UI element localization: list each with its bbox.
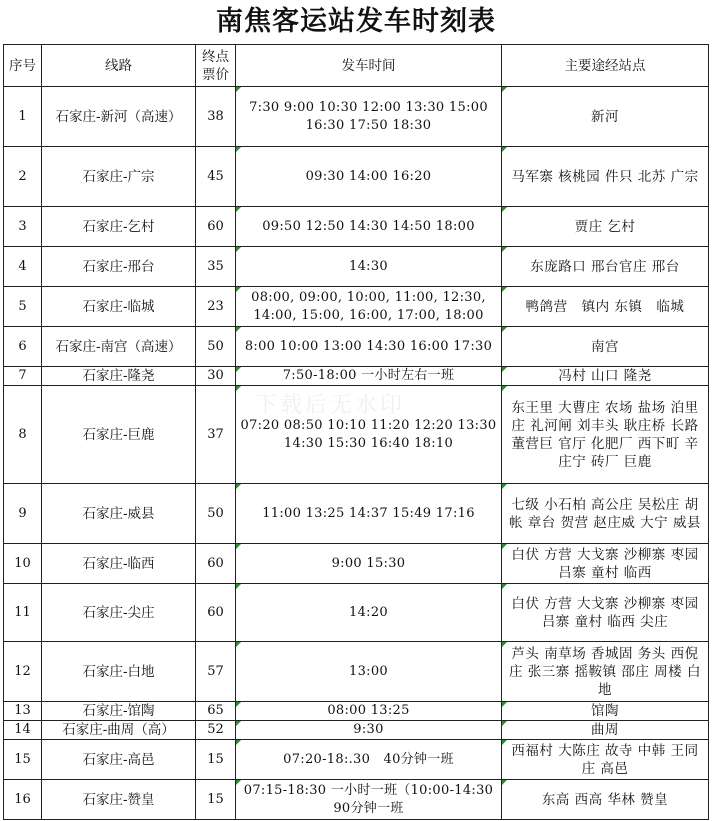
cell-no: 16	[4, 780, 42, 820]
table-row	[4, 780, 709, 820]
cell-stops: 白伏 方营 大戈寨 沙柳寨 枣园 吕寨 童村 临西	[502, 544, 709, 584]
cell-times: 07:20-18:.30 40分钟一班	[236, 740, 502, 780]
table-row	[4, 87, 709, 147]
cell-route: 石家庄-巨鹿	[42, 386, 196, 484]
cell-route: 石家庄-隆尧	[42, 367, 196, 386]
cell-price: 52	[196, 721, 236, 740]
cell-times: 11:00 13:25 14:37 15:49 17:16	[236, 484, 502, 544]
table-row	[4, 386, 709, 484]
cell-price: 38	[196, 87, 236, 147]
table-row	[4, 584, 709, 642]
header-row	[4, 45, 709, 87]
cell-route: 石家庄-高邑	[42, 740, 196, 780]
cell-stops: 南宫	[502, 327, 709, 367]
table-row	[4, 327, 709, 367]
cell-times: 8:00 10:00 13:00 14:30 16:00 17:30	[236, 327, 502, 367]
cell-no: 12	[4, 642, 42, 702]
cell-price: 15	[196, 740, 236, 780]
cell-route: 石家庄-乞村	[42, 207, 196, 247]
cell-route: 石家庄-威县	[42, 484, 196, 544]
cell-times: 9:30	[236, 721, 502, 740]
cell-times: 07:20 08:50 10:10 11:20 12:20 13:30 14:30 15:30 16:40 18:10	[236, 386, 502, 484]
cell-route: 石家庄-馆陶	[42, 702, 196, 721]
cell-times: 14:20	[236, 584, 502, 642]
cell-price: 60	[196, 584, 236, 642]
cell-stops: 东高 西高 华林 赞皇	[502, 780, 709, 820]
cell-route: 石家庄-赞皇	[42, 780, 196, 820]
cell-stops: 白伏 方营 大戈寨 沙柳寨 枣园吕寨 童村 临西 尖庄	[502, 584, 709, 642]
table-row	[4, 287, 709, 327]
cell-price: 50	[196, 327, 236, 367]
table-row	[4, 642, 709, 702]
table-row	[4, 207, 709, 247]
cell-stops: 东王里 大曹庄 农场 盐场 泊里庄 礼河闸 刘丰头 耿庄桥 长路 董营巨 官厅 化肥厂 西下町 辛庄宁 砖厂 巨鹿	[502, 386, 709, 484]
cell-price: 60	[196, 207, 236, 247]
cell-times: 7:30 9:00 10:30 12:00 13:30 15:00 16:30 17:50 18:30	[236, 87, 502, 147]
table-row	[4, 544, 709, 584]
table-row	[4, 367, 709, 386]
cell-no: 15	[4, 740, 42, 780]
cell-times: 07:15-18:30 一小时一班（10:00-14:30 90分钟一班	[236, 780, 502, 820]
cell-price: 60	[196, 544, 236, 584]
schedule-table	[3, 44, 709, 820]
cell-route: 石家庄-广宗	[42, 147, 196, 207]
cell-price: 50	[196, 484, 236, 544]
cell-stops: 东庞路口 邢台官庄 邢台	[502, 247, 709, 287]
cell-route: 石家庄-尖庄	[42, 584, 196, 642]
cell-route: 石家庄-临西	[42, 544, 196, 584]
cell-no: 10	[4, 544, 42, 584]
cell-stops: 曲周	[502, 721, 709, 740]
cell-no: 13	[4, 702, 42, 721]
table-row	[4, 740, 709, 780]
cell-stops: 西福村 大陈庄 故寺 中韩 王同庄 高邑	[502, 740, 709, 780]
cell-times: 14:30	[236, 247, 502, 287]
cell-stops: 贾庄 乞村	[502, 207, 709, 247]
cell-stops: 芦头 南草场 香城固 务头 西倪庄 张三寨 摇鞍镇 邵庄 周楼 白地	[502, 642, 709, 702]
cell-route: 石家庄-白地	[42, 642, 196, 702]
cell-times: 09:30 14:00 16:20	[236, 147, 502, 207]
cell-route: 石家庄-临城	[42, 287, 196, 327]
cell-route: 石家庄-新河（高速）	[42, 87, 196, 147]
cell-stops: 鸭鸽营 镇内 东镇 临城	[502, 287, 709, 327]
cell-price: 45	[196, 147, 236, 207]
cell-stops: 新河	[502, 87, 709, 147]
table-row	[4, 702, 709, 721]
header-stops: 主要途经站点	[502, 45, 709, 87]
cell-no: 2	[4, 147, 42, 207]
cell-stops: 七级 小石柏 高公庄 吴松庄 胡帐 章台 贺营 赵庄威 大宁 威县	[502, 484, 709, 544]
cell-price: 15	[196, 780, 236, 820]
cell-no: 8	[4, 386, 42, 484]
cell-times: 09:50 12:50 14:30 14:50 18:00	[236, 207, 502, 247]
cell-times: 08:00, 09:00, 10:00, 11:00, 12:30, 14:00, 15:00, 16:00, 17:00, 18:00	[236, 287, 502, 327]
cell-route: 石家庄-南宫（高速）	[42, 327, 196, 367]
page-title: 南焦客运站发车时刻表	[216, 6, 496, 37]
cell-times: 13:00	[236, 642, 502, 702]
cell-route: 石家庄-邢台	[42, 247, 196, 287]
header-price: 终点票价	[196, 45, 236, 87]
cell-stops: 马军寨 核桃园 件只 北苏 广宗	[502, 147, 709, 207]
cell-route: 石家庄-曲周（高）	[42, 721, 196, 740]
cell-times: 9:00 15:30	[236, 544, 502, 584]
cell-no: 14	[4, 721, 42, 740]
watermark: 下载后无水印	[255, 393, 406, 418]
schedule-body	[4, 87, 709, 820]
table-row	[4, 247, 709, 287]
cell-price: 65	[196, 702, 236, 721]
cell-price: 35	[196, 247, 236, 287]
cell-price: 30	[196, 367, 236, 386]
header-no: 序号	[4, 45, 42, 87]
header-route: 线路	[42, 45, 196, 87]
cell-stops: 馆陶	[502, 702, 709, 721]
cell-price: 23	[196, 287, 236, 327]
cell-no: 5	[4, 287, 42, 327]
cell-stops: 冯村 山口 隆尧	[502, 367, 709, 386]
cell-times: 08:00 13:25	[236, 702, 502, 721]
cell-no: 7	[4, 367, 42, 386]
table-row	[4, 147, 709, 207]
cell-price: 37	[196, 386, 236, 484]
cell-no: 4	[4, 247, 42, 287]
header-times: 发车时间	[236, 45, 502, 87]
cell-times: 7:50-18:00 一小时左右一班	[236, 367, 502, 386]
cell-price: 57	[196, 642, 236, 702]
cell-no: 3	[4, 207, 42, 247]
table-row	[4, 484, 709, 544]
table-row	[4, 721, 709, 740]
cell-no: 11	[4, 584, 42, 642]
cell-no: 1	[4, 87, 42, 147]
cell-no: 6	[4, 327, 42, 367]
cell-no: 9	[4, 484, 42, 544]
